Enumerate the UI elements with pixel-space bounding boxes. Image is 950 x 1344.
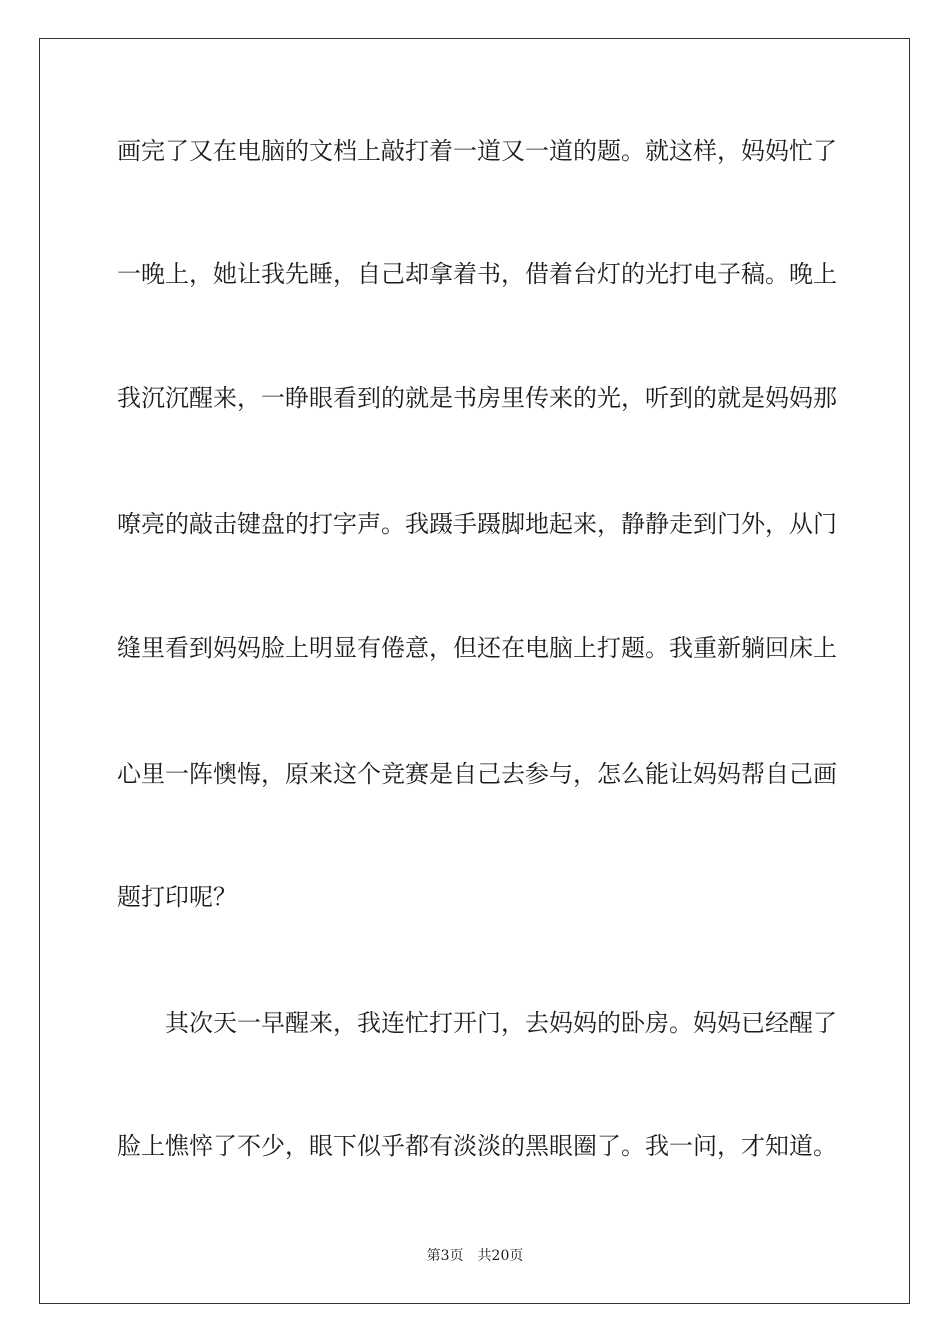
text-line-4: 嘹亮的敲击键盘的打字声。我蹑手蹑脚地起来，静静走到门外，从门 <box>117 510 837 538</box>
page-total: 共20页 <box>477 1248 524 1264</box>
text-line-8: 其次天一早醒来，我连忙打开门，去妈妈的卧房。妈妈已经醒了 <box>165 1009 837 1037</box>
text-line-3: 我沉沉醒来，一睁眼看到的就是书房里传来的光，听到的就是妈妈那 <box>117 384 837 412</box>
text-line-9: 脸上憔悴了不少，眼下似乎都有淡淡的黑眼圈了。我一问，才知道。 <box>117 1132 837 1160</box>
page-footer <box>0 1246 950 1266</box>
text-line-1: 画完了又在电脑的文档上敲打着一道又一道的题。就这样，妈妈忙了 <box>117 137 837 165</box>
text-line-7: 题打印呢？ <box>117 883 237 911</box>
page-number: 第3页 <box>426 1248 464 1264</box>
text-line-5: 缝里看到妈妈脸上明显有倦意，但还在电脑上打题。我重新躺回床上 <box>117 634 837 662</box>
text-line-2: 一晚上，她让我先睡，自己却拿着书，借着台灯的光打电子稿。晚上 <box>117 260 837 288</box>
page-border <box>39 38 910 1304</box>
text-line-6: 心里一阵懊悔，原来这个竞赛是自己去参与，怎么能让妈妈帮自己画 <box>117 760 837 788</box>
